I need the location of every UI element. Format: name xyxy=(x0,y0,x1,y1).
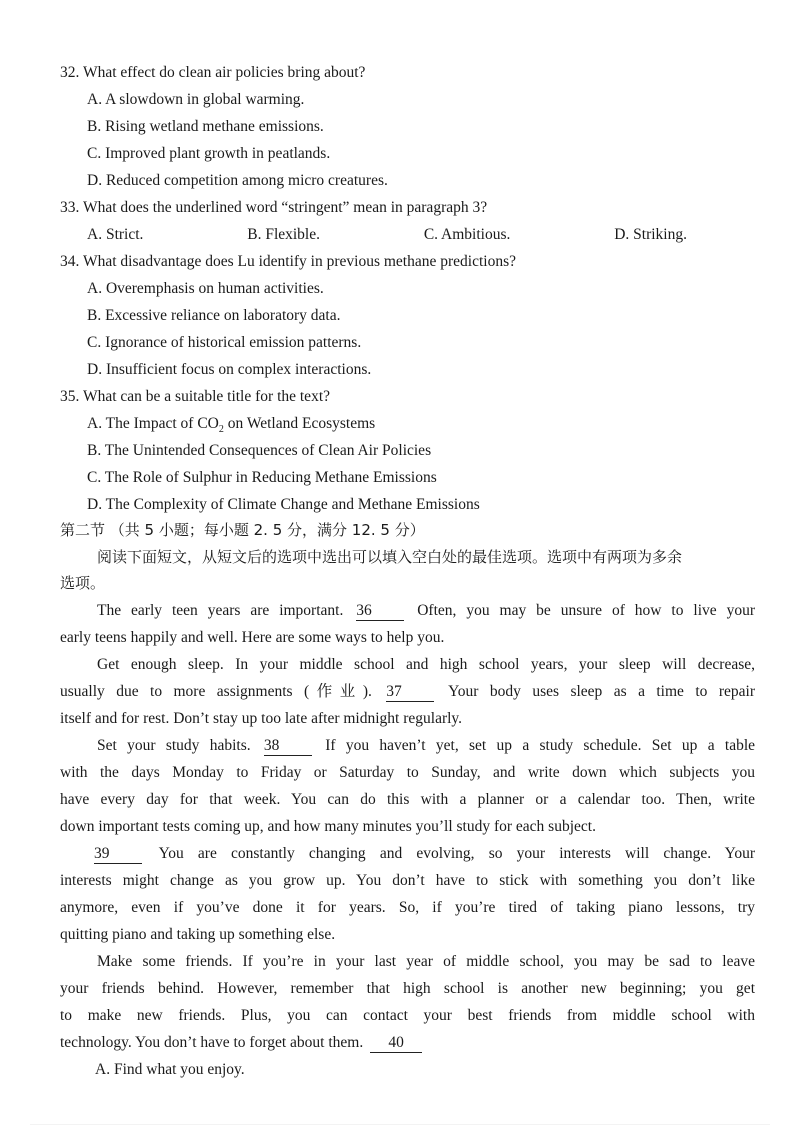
passage-p4-line-2: interests might change as you grow up. You don’t have to stick with something you don’t like xyxy=(60,872,755,889)
passage-p1-line-2: early teens happily and well. Here are some ways to help you. xyxy=(60,629,445,646)
passage-p5-line-3: to make new friends. Plus, you can contact your best friends from middle school with xyxy=(60,1007,755,1024)
question-32-option-d: D. Reduced competition among micro creatures. xyxy=(87,172,388,189)
question-34-stem: 34. What disadvantage does Lu identify in previous methane predictions? xyxy=(60,253,516,270)
passage-p5-line-2: your friends behind. However, remember that high school is another new beginning; you get xyxy=(60,980,755,997)
passage-p1-line-1: The early teen years are important. 36 Often, you may be unsure of how to live your xyxy=(97,602,756,619)
passage-p5-line-1: Make some friends. If you’re in your last year of middle school, you may be sad to leave xyxy=(97,953,755,970)
question-34-option-a: A. Overemphasis on human activities. xyxy=(87,280,324,297)
passage-p5-line-4: technology. You don’t have to forget about them. 40 xyxy=(60,1033,755,1053)
question-32-option-a: A. A slowdown in global warming. xyxy=(87,91,305,108)
passage-p4-line-3: anymore, even if you’ve done it for years. So, if you’re tired of taking piano lessons, try xyxy=(60,899,755,916)
blank-37[interactable]: 37 xyxy=(386,683,434,702)
passage-p3-line-4: down important tests coming up, and how many minutes you’ll study for each subject. xyxy=(60,818,596,835)
blank-40[interactable]: 40 xyxy=(370,1034,422,1053)
passage-p4-line-1: 39 You are constantly changing and evolving, so your interests will change. Your xyxy=(94,845,755,862)
passage-p2-line-2: usually due to more assignments (作业). 37 Your body uses sleep as a time to repair xyxy=(60,683,755,700)
question-34-option-b: B. Excessive reliance on laboratory data. xyxy=(87,307,341,324)
question-33-option-d: D. Striking. xyxy=(614,226,687,243)
question-32-stem: 32. What effect do clean air policies bring about? xyxy=(60,64,366,81)
question-34-option-d: D. Insufficient focus on complex interactions. xyxy=(87,361,372,378)
passage-p3-line-3: have every day for that week. You can do this with a planner or a calendar too. Then, write xyxy=(60,791,755,808)
passage-p3-line-2: with the days Monday to Friday or Saturday to Sunday, and write down which subjects you xyxy=(60,764,755,781)
question-32-option-b: B. Rising wetland methane emissions. xyxy=(87,118,324,135)
blank-38[interactable]: 38 xyxy=(264,737,312,756)
question-33-options xyxy=(87,225,687,245)
cloze-option-a: A. Find what you enjoy. xyxy=(95,1061,245,1078)
passage-p4-line-4: quitting piano and taking up something else. xyxy=(60,926,336,943)
passage-p2-line-3: itself and for rest. Don’t stay up too late after midnight regularly. xyxy=(60,710,463,727)
question-33-option-b: B. Flexible. xyxy=(247,226,320,243)
question-33-stem: 33. What does the underlined word “stringent” mean in paragraph 3? xyxy=(60,199,488,216)
blank-39[interactable]: 39 xyxy=(94,845,142,864)
section-heading: 第二节 （共 5 小题；每小题 2. 5 分，满分 12. 5 分） xyxy=(60,521,425,539)
question-35-stem: 35. What can be a suitable title for the text? xyxy=(60,388,331,405)
question-35-option-c: C. The Role of Sulphur in Reducing Methane Emissions xyxy=(87,469,437,486)
section-instruction-line-2: 选项。 xyxy=(60,574,106,592)
question-35-option-d: D. The Complexity of Climate Change and Methane Emissions xyxy=(87,496,480,513)
passage-p2-line-1: Get enough sleep. In your middle school and high school years, your sleep will decrease, xyxy=(97,656,755,673)
passage-p3-line-1: Set your study habits. 38 If you haven’t yet, set up a study schedule. Set up a table xyxy=(97,737,756,754)
question-32-option-c: C. Improved plant growth in peatlands. xyxy=(87,145,331,162)
question-35-option-b: B. The Unintended Consequences of Clean Air Policies xyxy=(87,442,432,459)
question-35-option-a: A. The Impact of $CO_2$ on Wetland Ecosystems xyxy=(87,415,376,436)
question-33-option-a: A. Strict. xyxy=(87,226,144,243)
question-33-option-c: C. Ambitious. xyxy=(423,226,511,243)
page-bottom-rule xyxy=(30,1124,770,1125)
question-34-option-c: C. Ignorance of historical emission patterns. xyxy=(87,334,362,351)
section-instruction-line-1: 阅读下面短文，从短文后的选项中选出可以填入空白处的最佳选项。选项中有两项为多余 xyxy=(97,548,683,566)
blank-36[interactable]: 36 xyxy=(356,602,404,621)
